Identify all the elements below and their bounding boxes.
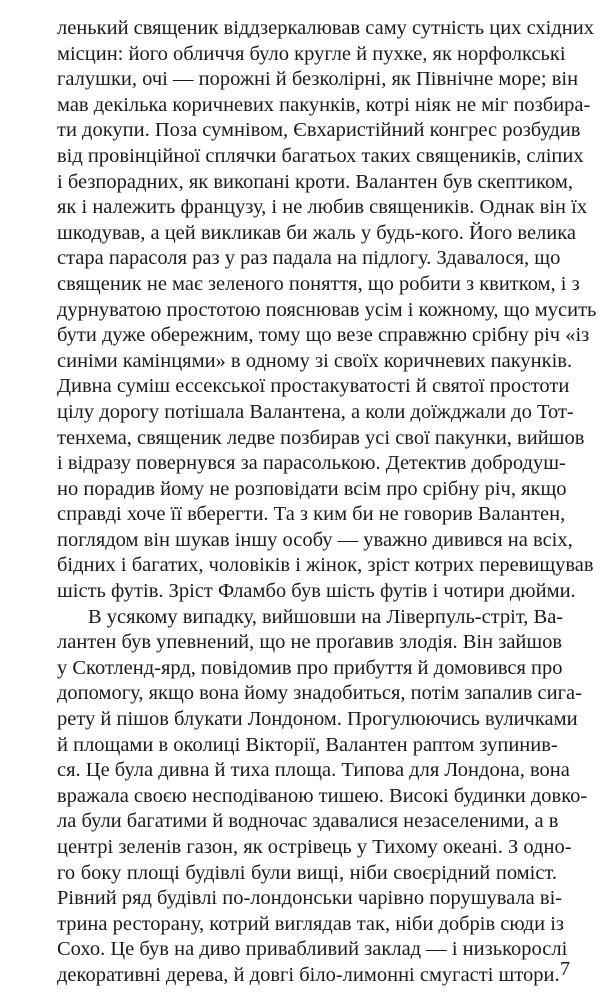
text-line: священик не має зеленого поняття, що робити з квитком, і з [57, 272, 580, 295]
text-line: синіми камінцями» в одному зі своїх коричневих пакунків. [57, 349, 573, 372]
text-line: допомогу, якщо вона йому знадобиться, потім запалив сига- [57, 682, 582, 705]
text-line: ся. Це була дивна й тиха площа. Типова для Лондона, вона [57, 759, 570, 782]
text-line: бідних і багатих, чоловіків і жінок, зріст котрих перевищував [57, 554, 594, 577]
text-line: тенхема, священик ледве позбирав усі свої пакунки, вийшов [57, 426, 585, 449]
paragraph [57, 605, 588, 989]
text-line: галушки, очі — порожні й безколірні, як Північне море; він [57, 68, 579, 91]
text-line: лантен був упевнений, що не проґавив злодія. Він зайшов [57, 631, 563, 654]
text-line: стара парасоля раз у раз падала на підлогу. Здавалося, що [57, 247, 561, 270]
paragraph [57, 16, 597, 605]
text-line: поглядом він шукав іншу особу — уважно дивився на всіх, [57, 528, 573, 551]
text-line: бути дуже обережним, тому що везе справжню срібну річ «із [57, 324, 590, 347]
text-line: го боку площі будівлі були вищі, ніби своєрідний поміст. [57, 861, 557, 884]
body-text [57, 16, 597, 989]
text-line: й площами в околиці Вікторії, Валантен раптом зупинив- [57, 733, 558, 756]
text-line: справді хоче її вберегти. Та з ким би не говорив Валантен, [57, 503, 566, 526]
text-line: дурнуватою простотою пояснював усім і кожному, що мусить [57, 298, 597, 321]
page-number: 7 [560, 958, 570, 980]
text-line: но порадив йому не розповідати всім про срібну річ, якщо [57, 477, 567, 500]
text-line: центрі зеленів газон, як острівець у Тихому океані. З одно- [57, 836, 572, 858]
text-line: Рівний ряд будівлі по-лондонськи чарівно порушувала ві- [57, 887, 563, 910]
text-line: В усякому випадку, вийшовши на Ліверпуль-стріт, Ва- [88, 605, 564, 628]
text-line: і безпорадних, як викопані кроти. Валантен був скептиком, [57, 170, 573, 193]
text-line: ла були багатими й водночас здавалися незаселеними, а в [57, 810, 559, 833]
text-line: шість футів. Зріст Фламбо був шість футів і чотири дюйми. [57, 580, 576, 603]
text-line: вражала своєю несподіваною тишею. Високі будинки довко- [57, 784, 588, 807]
text-line: місцин: його обличчя було кругле й пухке, як норфолкські [57, 42, 566, 65]
text-line: Сохо. Це був на диво привабливий заклад — і низькорослі [57, 938, 568, 961]
text-line: декоративні дерева, й довгі біло-лимонні смугасті штори. [57, 963, 560, 986]
text-line: цілу дорогу потішала Валантена, а коли доїжджали до Тот- [57, 400, 574, 423]
text-line: Дивна суміш ессекської простакуватості й святої простоти [57, 375, 570, 398]
text-line: як і належить французу, і не любив священиків. Однак він їх [57, 196, 588, 219]
text-line: ленький священик віддзеркалював саму сутність цих східних [57, 17, 594, 39]
text-line: у Скотленд-ярд, повідомив про прибуття й домовився про [57, 656, 563, 679]
text-line: рету й пішов блукати Лондоном. Прогулюючись вуличками [57, 708, 578, 731]
text-line: і відразу повернувся за парасолькою. Детектив добродуш- [57, 452, 566, 475]
text-line: трина ресторану, котрий виглядав так, ніби добрів сюди із [57, 912, 564, 935]
text-line: від провінційної сплячки багатьох таких священиків, сліпих [57, 144, 584, 167]
text-line: мав декілька коричневих пакунків, котрі ніяк не міг позбира- [57, 93, 591, 116]
text-line: ти докупи. Поза сумнівом, Євхаристійний конгрес розбудив [57, 119, 581, 142]
text-line: шкодував, а цей викликав би жаль у будь-кого. Його велика [57, 221, 576, 244]
